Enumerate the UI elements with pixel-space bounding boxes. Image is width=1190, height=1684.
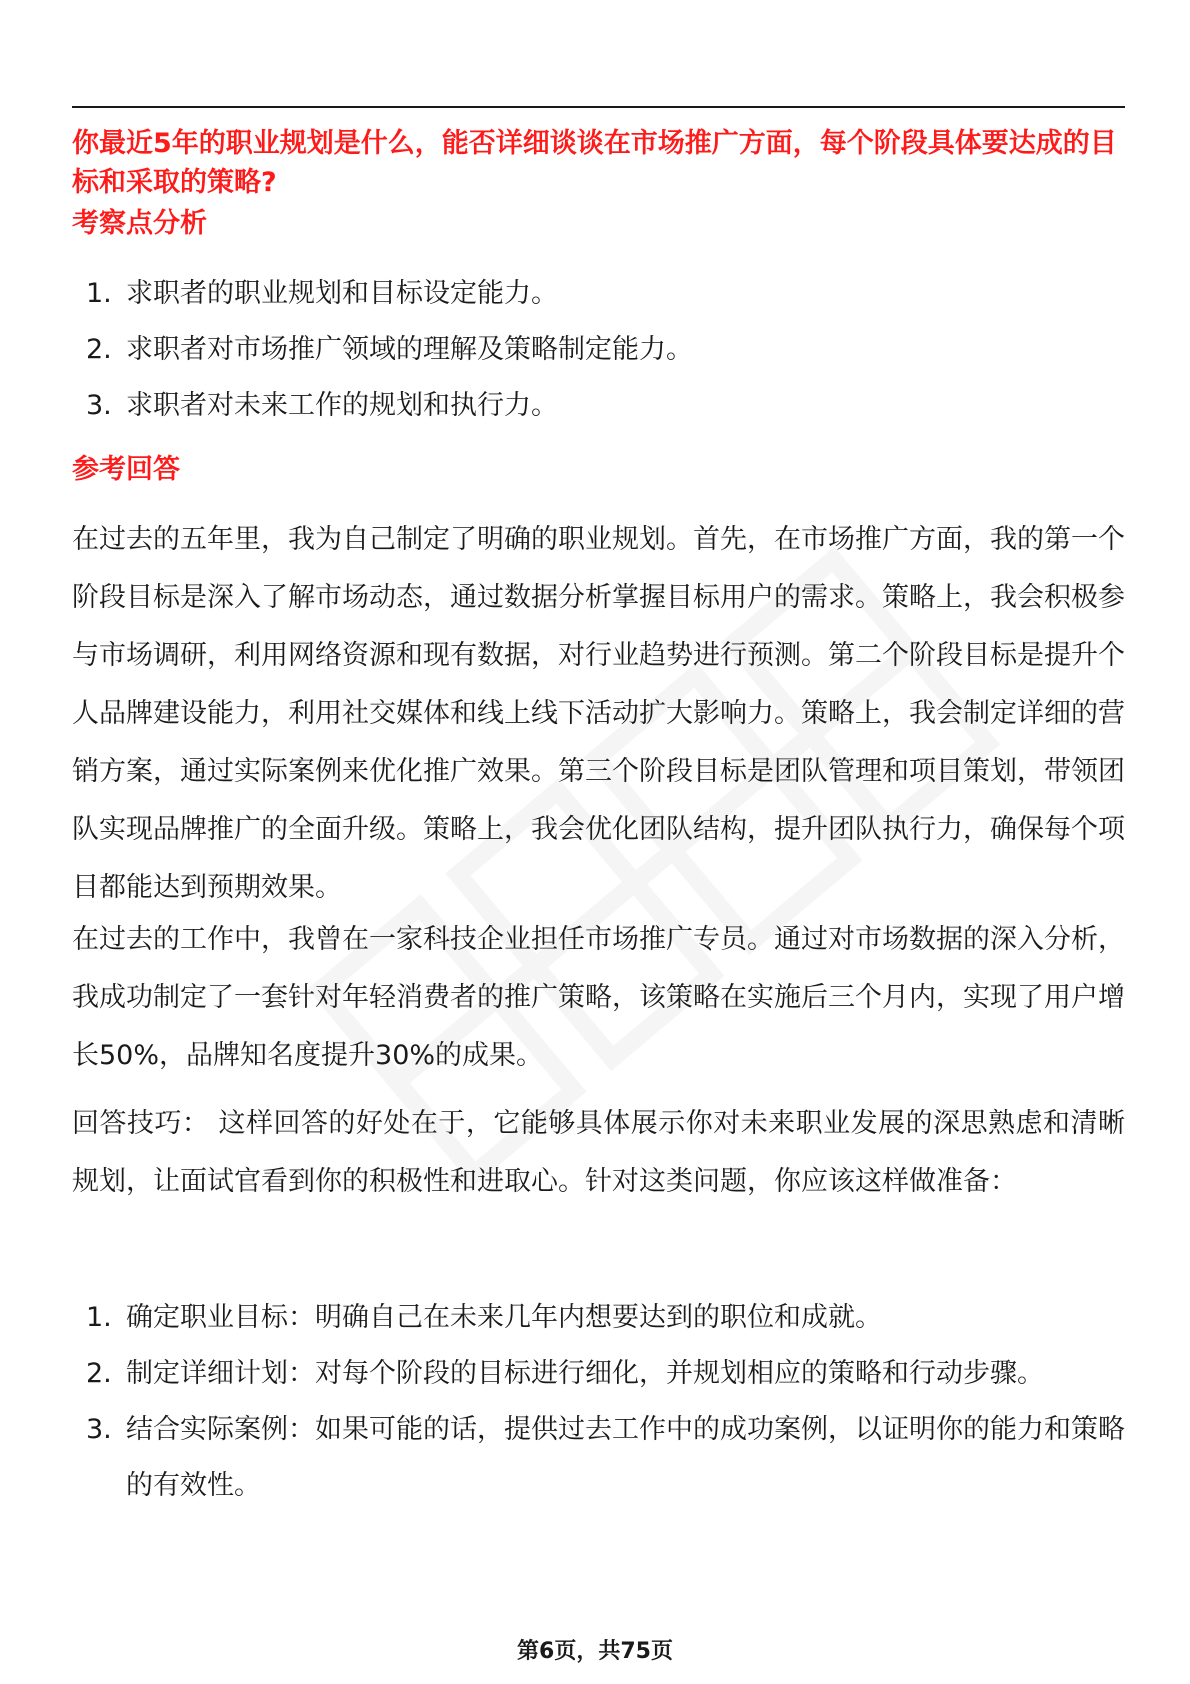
- list-item: [72, 1290, 1125, 1346]
- list-item: [72, 378, 1125, 434]
- list-item-text: 确定职业目标：明确自己在未来几年内想要达到的职位和成就。: [126, 1302, 882, 1333]
- list-item-text: 制定详细计划：对每个阶段的目标进行细化，并规划相应的策略和行动步骤。: [126, 1358, 1044, 1389]
- list-item-number: 2.: [86, 1358, 112, 1389]
- page-number-footer: 第6页，共75页: [517, 1639, 673, 1664]
- list-item-text: 结合实际案例：如果可能的话，提供过去工作中的成功案例，以证明你的能力和策略的有效性。: [126, 1414, 1125, 1501]
- list-item: [72, 1346, 1125, 1402]
- list-item-text: 求职者的职业规划和目标设定能力。: [126, 278, 558, 309]
- answer-heading: 参考回答: [72, 454, 180, 485]
- list-item-text: 求职者对未来工作的规划和执行力。: [126, 390, 558, 421]
- tips-intro-paragraph: 回答技巧： 这样回答的好处在于，它能够具体展示你对未来职业发展的深思熟虑和清晰规划，让面试官看到你的积极性和进取心。针对这类问题，你应该这样做准备：: [72, 1108, 1125, 1197]
- list-item-number: 2.: [86, 334, 112, 365]
- list-item-number: 3.: [86, 390, 112, 421]
- analysis-list: [72, 266, 1125, 434]
- list-item: [72, 1402, 1125, 1514]
- answer-paragraph: 在过去的工作中，我曾在一家科技企业担任市场推广专员。通过对市场数据的深入分析，我成功制定了一套针对年轻消费者的推广策略，该策略在实施后三个月内，实现了用户增长50%，品牌知名度提升30%的成果。: [72, 924, 1125, 1071]
- top-divider: [72, 106, 1125, 108]
- question-title: 你最近5年的职业规划是什么，能否详细谈谈在市场推广方面，每个阶段具体要达成的目标和采取的策略?: [72, 128, 1117, 198]
- tips-list: [72, 1290, 1125, 1514]
- list-item: [72, 266, 1125, 322]
- list-item-text: 求职者对市场推广领域的理解及策略制定能力。: [126, 334, 693, 365]
- list-item: [72, 322, 1125, 378]
- analysis-heading: 考察点分析: [72, 208, 207, 239]
- answer-paragraph: 在过去的五年里，我为自己制定了明确的职业规划。首先，在市场推广方面，我的第一个阶段目标是深入了解市场动态，通过数据分析掌握目标用户的需求。策略上，我会积极参与市场调研，利用网络资源和现有数据，对行业趋势进行预测。第二个阶段目标是提升个人品牌建设能力，利用社交媒体和线上线下活动扩大影响力。策略上，我会制定详细的营销方案，通过实际案例来优化推广效果。第三个阶段目标是团队管理和项目策划，带领团队实现品牌推广的全面升级。策略上，我会优化团队结构，提升团队执行力，确保每个项目都能达到预期效果。: [72, 524, 1125, 903]
- list-item-number: 1.: [86, 1302, 112, 1333]
- list-item-number: 1.: [86, 278, 112, 309]
- list-item-number: 3.: [86, 1414, 112, 1445]
